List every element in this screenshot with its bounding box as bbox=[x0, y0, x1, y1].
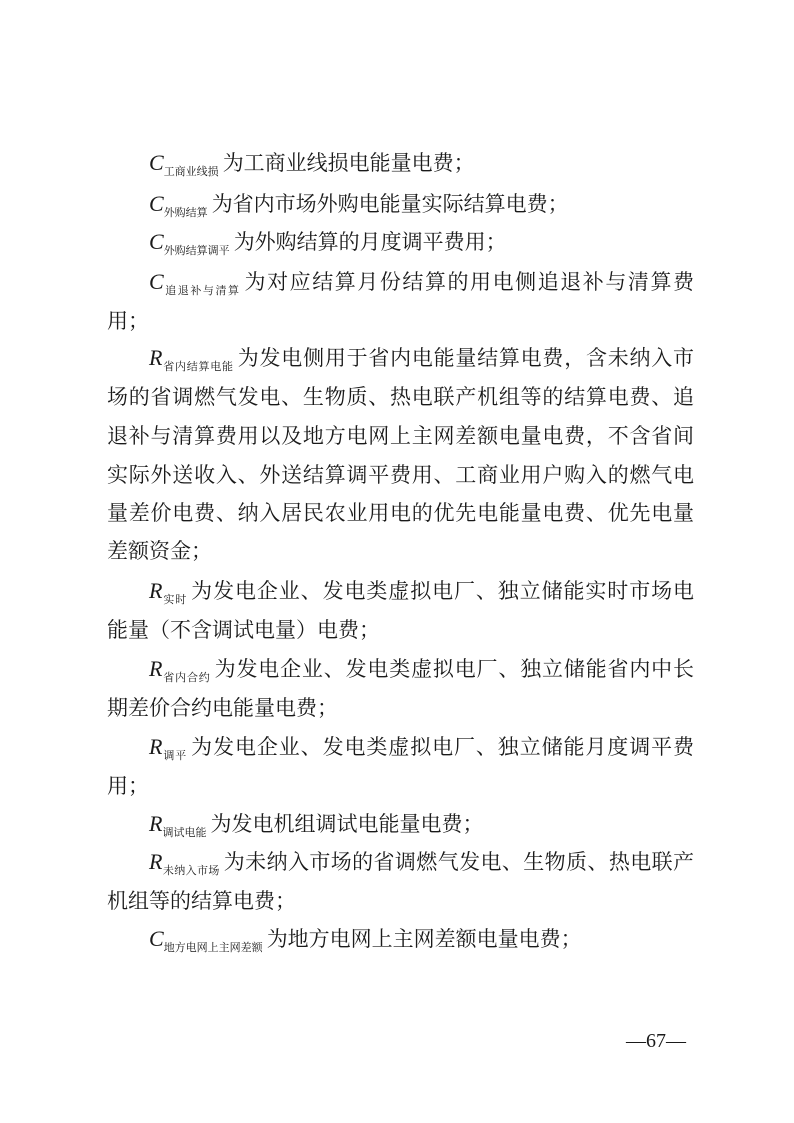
definition-line-first bbox=[107, 924, 694, 954]
definition-text: 为工商业线损电能量电费； bbox=[222, 151, 475, 175]
page-number: —67— bbox=[626, 1030, 686, 1052]
definition-line-first bbox=[107, 576, 694, 606]
variable-symbol: C bbox=[149, 150, 164, 175]
definition-line-first bbox=[107, 809, 694, 839]
definition-line bbox=[107, 421, 694, 451]
definition-line-first bbox=[107, 654, 694, 684]
definition-text: 用； bbox=[107, 309, 149, 333]
variable-subscript: 工商业线损 bbox=[163, 165, 219, 178]
variable-symbol: C bbox=[149, 926, 164, 951]
variable-symbol: R bbox=[149, 656, 163, 681]
definition-text: 退补与清算费用以及地方电网上主网差额电量电费，不含省间 bbox=[107, 424, 694, 448]
definition-text: 差额资金； bbox=[107, 539, 212, 563]
definition-text: 为发电企业、发电类虚拟电厂、独立储能省内中长 bbox=[214, 657, 695, 681]
definition-text: 为对应结算月份结算的用电侧追退补与清算费 bbox=[244, 270, 695, 294]
variable-symbol: R bbox=[149, 811, 163, 836]
definition-line bbox=[107, 615, 694, 645]
variable-symbol: R bbox=[149, 734, 163, 759]
variable-symbol: R bbox=[149, 578, 163, 603]
variable-symbol: C bbox=[149, 229, 164, 254]
variable-subscript: 调试电能 bbox=[162, 826, 207, 839]
definition-text: 为发电侧用于省内电能量结算电费，含未纳入市 bbox=[237, 346, 694, 370]
definition-text: 为发电机组调试电能量电费； bbox=[210, 812, 484, 836]
definition-line bbox=[107, 460, 694, 490]
definition-line-first bbox=[107, 732, 694, 762]
definition-text: 能量（不含调试电量）电费； bbox=[107, 618, 380, 642]
definition-text: 期差价合约电能量电费； bbox=[107, 696, 338, 720]
definition-text: 量差价电费、纳入居民农业用电的优先电能量电费、优先电量 bbox=[107, 501, 694, 525]
definition-line-first bbox=[107, 189, 694, 219]
definition-text: 为省内市场外购电能量实际结算电费； bbox=[211, 192, 569, 216]
definition-text: 为发电企业、发电类虚拟电厂、独立储能实时市场电 bbox=[191, 579, 695, 603]
definition-line-first bbox=[107, 343, 694, 373]
definition-line-first bbox=[107, 847, 694, 877]
definition-text: 机组等的结算电费； bbox=[107, 889, 296, 913]
definition-text: 实际外送收入、外送结算调平费用、工商业用户购入的燃气电 bbox=[107, 463, 694, 487]
definition-line bbox=[107, 498, 694, 528]
definition-line bbox=[107, 536, 694, 566]
variable-subscript: 追退补与清算 bbox=[163, 284, 241, 297]
definition-text: 为发电企业、发电类虚拟电厂、独立储能月度调平费 bbox=[191, 735, 695, 759]
definition-line-first bbox=[107, 267, 694, 297]
variable-subscript: 未纳入市场 bbox=[162, 864, 220, 877]
variable-subscript: 地方电网上主网差额 bbox=[163, 941, 263, 954]
variable-subscript: 外购结算 bbox=[163, 206, 208, 219]
variable-symbol: R bbox=[149, 849, 163, 874]
variable-symbol: R bbox=[149, 345, 163, 370]
variable-subscript: 外购结算调平 bbox=[163, 244, 230, 257]
variable-subscript: 实时 bbox=[162, 593, 188, 606]
variable-subscript: 省内结算电能 bbox=[162, 360, 234, 373]
definition-line bbox=[107, 306, 694, 336]
definition-line bbox=[107, 771, 694, 801]
definition-line-first bbox=[107, 148, 694, 178]
definition-line bbox=[107, 886, 694, 916]
definition-text: 为未纳入市场的省调燃气发电、生物质、热电联产 bbox=[223, 850, 694, 874]
variable-symbol: C bbox=[149, 191, 164, 216]
definition-line bbox=[107, 382, 694, 412]
definition-text: 用； bbox=[107, 774, 149, 798]
variable-subscript: 调平 bbox=[162, 749, 188, 762]
definition-text: 为地方电网上主网差额电量电费； bbox=[266, 927, 582, 951]
definition-line-first bbox=[107, 227, 694, 257]
variable-symbol: C bbox=[149, 269, 164, 294]
variable-subscript: 省内合约 bbox=[162, 671, 211, 684]
definition-text: 场的省调燃气发电、生物质、热电联产机组等的结算电费、追 bbox=[107, 385, 694, 409]
definition-text: 为外购结算的月度调平费用； bbox=[233, 230, 507, 254]
definition-line bbox=[107, 693, 694, 723]
